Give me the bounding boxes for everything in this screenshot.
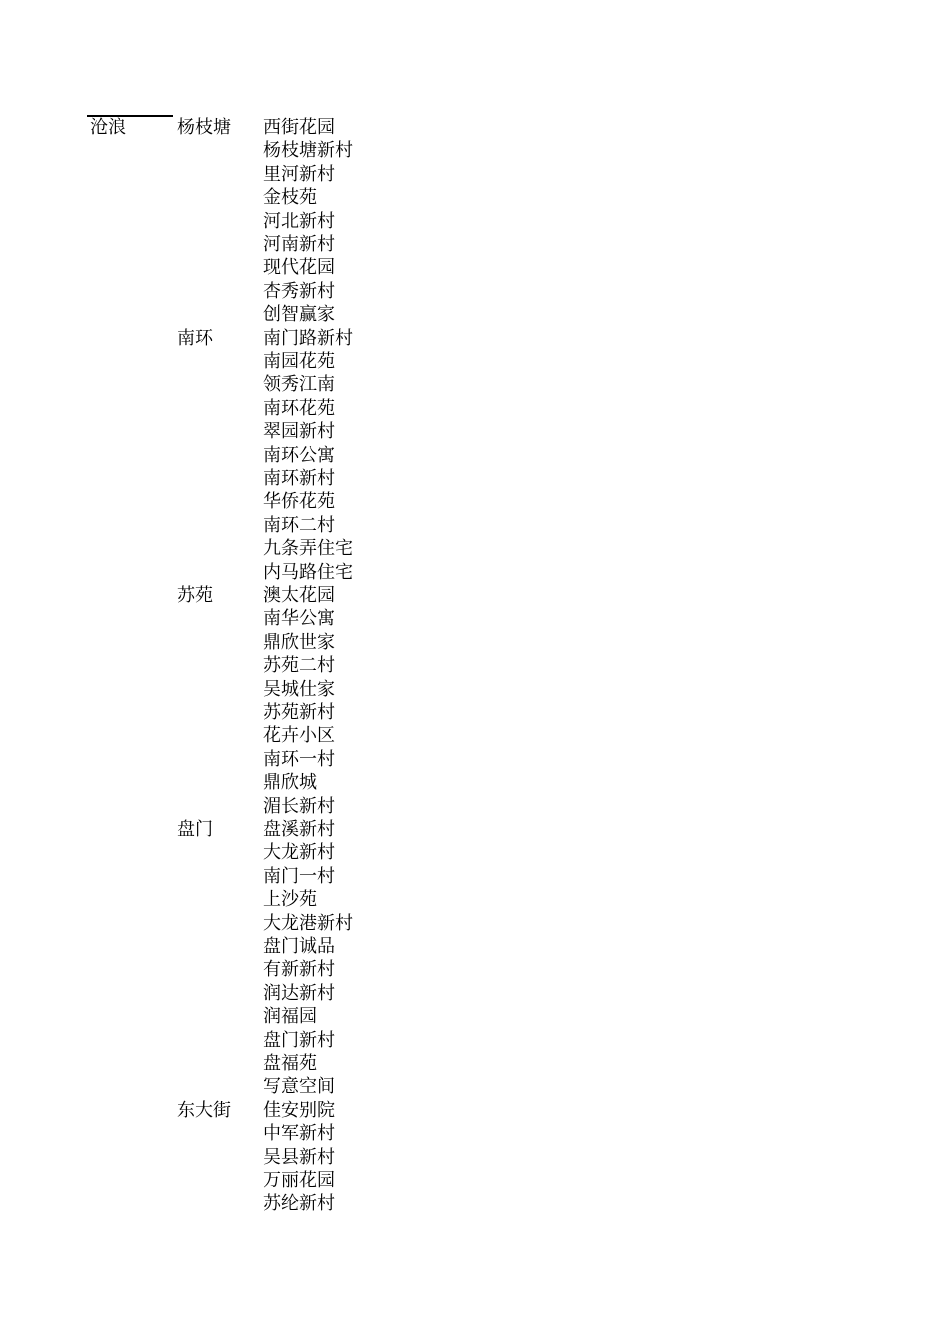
community-cell: 苏苑二村 [263, 655, 335, 677]
table-row [87, 748, 387, 771]
table-row [87, 397, 387, 420]
community-cell: 中军新村 [263, 1123, 335, 1145]
community-cell: 苏纶新村 [263, 1193, 335, 1215]
table-row [87, 771, 387, 794]
table-row [87, 1146, 387, 1169]
community-cell: 金枝苑 [263, 187, 317, 209]
community-cell: 河南新村 [263, 234, 335, 255]
table-row [87, 444, 387, 467]
table-row [87, 841, 387, 864]
community-cell: 润福园 [263, 1006, 317, 1028]
table-row [87, 818, 387, 841]
community-cell: 湄长新村 [263, 795, 335, 817]
community-cell: 鼎欣城 [263, 772, 317, 794]
table-row [87, 912, 387, 935]
table-row [87, 935, 387, 958]
community-cell: 盘福苑 [263, 1053, 317, 1074]
table-row [87, 631, 387, 654]
street-cell: 苏苑 [177, 585, 213, 606]
community-cell: 河北新村 [263, 210, 335, 232]
community-cell: 现代花园 [263, 257, 335, 279]
table-row [87, 210, 387, 233]
community-cell: 大龙港新村 [263, 912, 353, 934]
table-row [87, 982, 387, 1005]
community-cell: 吴城仕家 [263, 678, 335, 700]
table-row [87, 467, 387, 490]
table-row [87, 584, 387, 607]
district-cell: 沧浪 [90, 117, 126, 138]
table-row [87, 561, 387, 584]
community-cell: 创智赢家 [263, 304, 335, 326]
community-cell: 盘溪新村 [263, 819, 335, 840]
table-row [87, 373, 387, 396]
table-row [87, 678, 387, 701]
table-row [87, 795, 387, 818]
community-cell: 鼎欣世家 [263, 631, 335, 653]
table-row [87, 233, 387, 256]
community-cell: 里河新村 [263, 163, 335, 185]
table-row [87, 1029, 387, 1052]
community-cell: 南环花苑 [263, 397, 335, 419]
community-cell: 南门路新村 [263, 327, 353, 349]
community-cell: 南环新村 [263, 468, 335, 489]
street-cell: 盘门 [177, 819, 213, 840]
street-cell: 东大街 [177, 1099, 231, 1121]
table-row [87, 1052, 387, 1075]
community-cell: 杏秀新村 [263, 280, 335, 302]
community-cell: 大龙新村 [263, 842, 335, 864]
community-cell: 吴县新村 [263, 1146, 335, 1168]
table-row [87, 865, 387, 888]
community-cell: 润达新村 [263, 982, 335, 1004]
community-cell: 苏苑新村 [263, 702, 335, 723]
table-row [87, 116, 387, 139]
table-row [87, 280, 387, 303]
community-cell: 盘门诚品 [263, 936, 335, 957]
community-cell: 上沙苑 [263, 889, 317, 911]
community-cell: 有新新村 [263, 959, 335, 981]
community-cell: 杨枝塘新村 [263, 140, 353, 162]
street-cell: 杨枝塘 [177, 117, 231, 138]
community-cell: 万丽花园 [263, 1170, 335, 1191]
table-row [87, 186, 387, 209]
community-cell: 南环公寓 [263, 444, 335, 466]
community-cell: 写意空间 [263, 1076, 335, 1098]
table-row [87, 537, 387, 560]
table-row [87, 1075, 387, 1098]
table-row [87, 327, 387, 350]
community-cell: 九条弄住宅 [263, 538, 353, 560]
table-row [87, 490, 387, 513]
table-row [87, 139, 387, 162]
community-cell: 翠园新村 [263, 421, 335, 443]
community-cell: 佳安别院 [263, 1099, 335, 1121]
table-row [87, 350, 387, 373]
table-row [87, 1169, 387, 1192]
table-row [87, 701, 387, 724]
table-row [87, 1192, 387, 1215]
community-cell: 花卉小区 [263, 725, 335, 747]
table-row [87, 420, 387, 443]
community-cell: 南华公寓 [263, 608, 335, 630]
community-cell: 华侨花苑 [263, 491, 335, 513]
table-row [87, 1005, 387, 1028]
table-row [87, 1122, 387, 1145]
community-cell: 内马路住宅 [263, 561, 353, 583]
table-row [87, 654, 387, 677]
table-row [87, 514, 387, 537]
street-cell: 南环 [177, 327, 213, 349]
community-cell: 南环一村 [263, 748, 335, 770]
table-row [87, 888, 387, 911]
table-row [87, 256, 387, 279]
table-row [87, 163, 387, 186]
community-cell: 澳太花园 [263, 585, 335, 606]
community-cell: 盘门新村 [263, 1029, 335, 1051]
community-cell: 南门一村 [263, 865, 335, 887]
table-row [87, 607, 387, 630]
table-row [87, 1099, 387, 1122]
community-cell: 南园花苑 [263, 351, 335, 372]
community-cell: 南环二村 [263, 514, 335, 536]
community-cell: 领秀江南 [263, 374, 335, 396]
table-row [87, 958, 387, 981]
table-row [87, 303, 387, 326]
community-cell: 西街花园 [263, 117, 335, 138]
table-row [87, 724, 387, 747]
